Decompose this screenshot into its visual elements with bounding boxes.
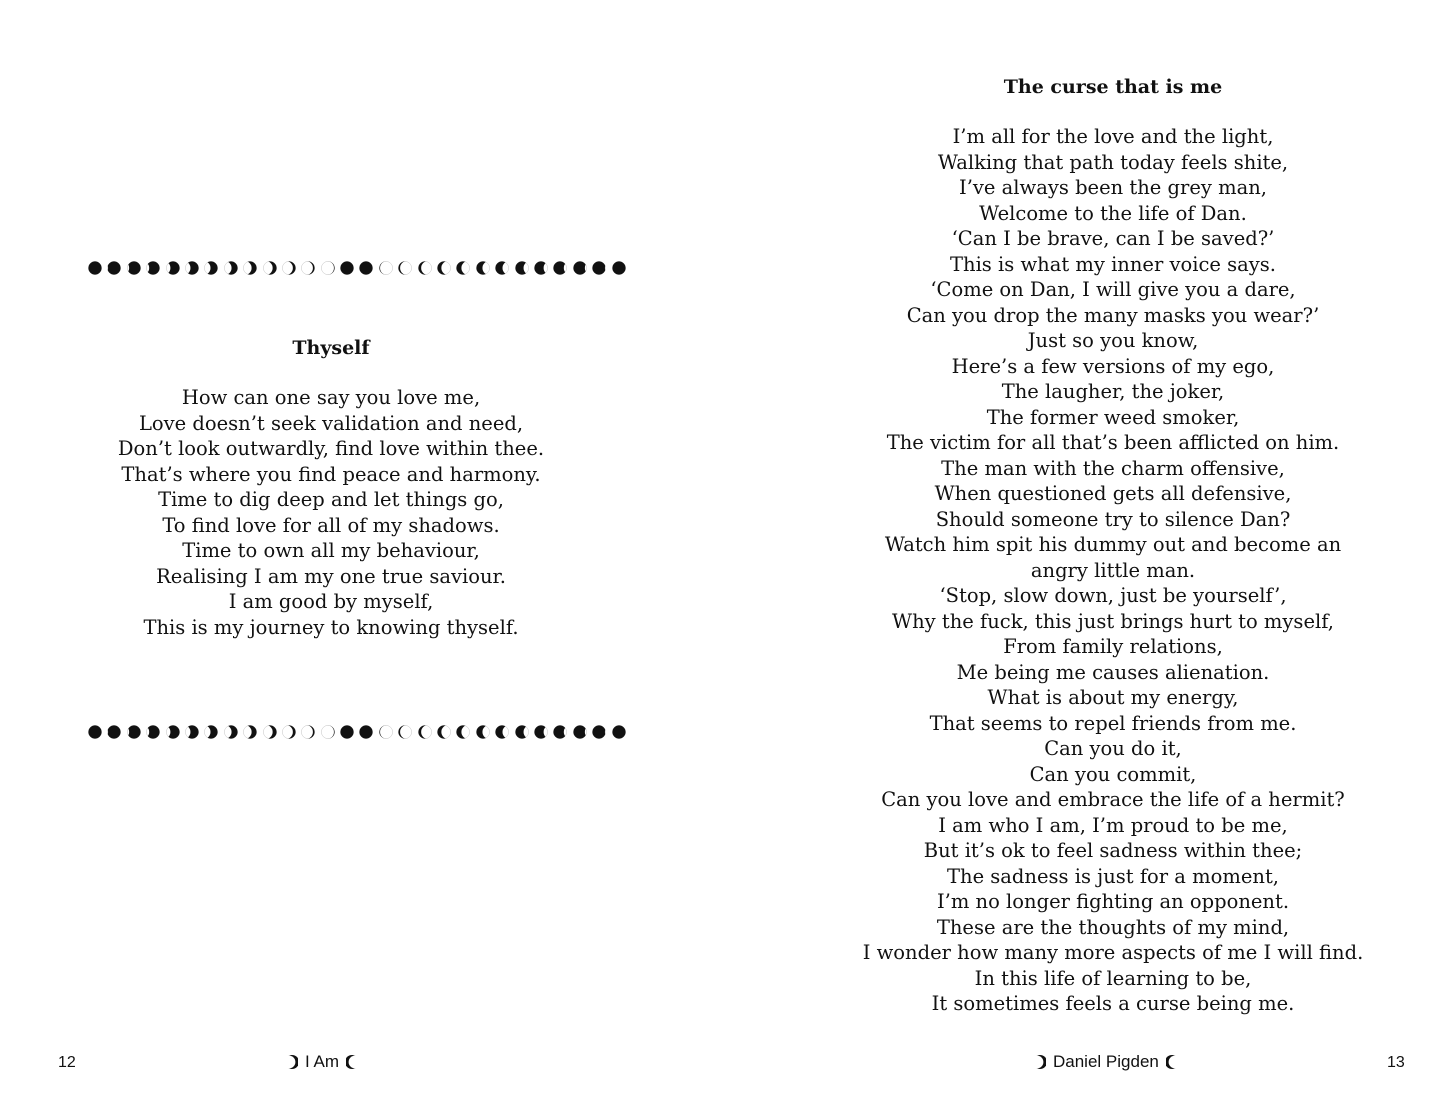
poem-line: Welcome to the life of Dan. [979, 201, 1247, 225]
poem-line: When questioned gets all defensive, [934, 482, 1292, 505]
poem-title-the-curse-that-is-me: The curse that is me [1003, 76, 1223, 98]
poem-line: Realising I am my one true saviour. [156, 564, 506, 588]
moon-phase-icon [146, 261, 160, 275]
moon-phase-icon [185, 725, 199, 739]
poem-line: The laugher, the joker, [1001, 380, 1225, 403]
poem-line: That’s where you find peace and harmony. [121, 462, 541, 486]
moon-phase-icon [515, 725, 529, 739]
crescent-moon-icon [1166, 1054, 1178, 1070]
moon-phase-icon [204, 725, 218, 739]
moon-phase-icon [224, 725, 238, 739]
poem-line: Time to own all my behaviour, [182, 539, 480, 562]
moon-phase-icon [573, 261, 587, 275]
moon-phase-icon [592, 261, 606, 275]
moon-phase-icon [456, 261, 470, 275]
moon-phase-icon [301, 725, 315, 739]
poem-line: The victim for all that’s been afflicted on him. [886, 431, 1340, 454]
poem-line: What is about my energy, [987, 686, 1239, 709]
poem-line: Can you do it, [1044, 737, 1182, 760]
moon-phase-icon [398, 725, 412, 739]
poem-line: It sometimes feels a curse being me. [931, 992, 1295, 1015]
moon-phase-icon [88, 261, 102, 275]
moon-phase-icon [379, 725, 393, 739]
poem-line: I’m all for the love and the light, [952, 125, 1274, 148]
moon-phase-icon [340, 261, 354, 275]
poem-title-thyself: Thyself [292, 337, 370, 359]
moon-phase-icon [282, 725, 296, 739]
author-name: Daniel Pigden [1053, 1052, 1159, 1071]
poem-line: Can you drop the many masks you wear?’ [906, 303, 1320, 327]
poem-line: Love doesn’t seek validation and need, [138, 411, 524, 435]
moon-phase-icon [107, 261, 121, 275]
moon-phase-icon [437, 261, 451, 275]
poem-line: ‘Can I be brave, can I be saved?’ [951, 227, 1275, 250]
moon-phase-icon [553, 261, 567, 275]
poem-line: How can one say you love me, [181, 386, 481, 409]
moon-phase-icon [127, 261, 141, 275]
right-page [722, 0, 1445, 1114]
moon-phase-icon [263, 725, 277, 739]
moon-phase-icon [592, 725, 606, 739]
moon-phase-icon [166, 725, 180, 739]
crescent-moon-icon [286, 1054, 298, 1070]
poem-line: This is my journey to knowing thyself. [143, 615, 519, 639]
moon-phase-icon [127, 725, 141, 739]
moon-phase-icon [515, 261, 529, 275]
running-head-book-title [286, 1051, 358, 1073]
poem-line: Walking that path today feels shite, [937, 150, 1289, 174]
poem-line: angry little man. [1030, 558, 1196, 582]
moon-phase-icon [166, 261, 180, 275]
moon-phase-icon [476, 725, 490, 739]
poem-line: Me being me causes alienation. [956, 660, 1270, 684]
poem-line: The sadness is just for a moment, [947, 864, 1279, 888]
moon-phase-icon [379, 261, 393, 275]
poem-line: The former weed smoker, [986, 405, 1240, 429]
moon-phase-icon [495, 261, 509, 275]
moon-phase-icon [224, 261, 238, 275]
moon-phase-icon [495, 725, 509, 739]
moon-phase-icon [282, 261, 296, 275]
poem-line: Time to dig deep and let things go, [158, 488, 504, 511]
poem-line: These are the thoughts of my mind, [936, 915, 1290, 939]
moon-phase-icon [243, 261, 257, 275]
poem-line: Can you love and embrace the life of a hermit? [881, 788, 1345, 811]
moon-phase-icon [534, 725, 548, 739]
moon-phase-divider-top [88, 258, 578, 278]
crescent-moon-icon [346, 1054, 358, 1070]
moon-phase-divider-bottom [88, 722, 578, 742]
moon-phase-icon [301, 261, 315, 275]
moon-phase-icon [263, 261, 277, 275]
poem-line: But it’s ok to feel sadness within thee; [923, 839, 1303, 862]
poem-line: Can you commit, [1029, 762, 1197, 786]
moon-phase-icon [534, 261, 548, 275]
poem-line: To find love for all of my shadows. [162, 513, 500, 537]
poem-line: I am good by myself, [228, 590, 434, 613]
moon-phase-icon [456, 725, 470, 739]
moon-phase-icon [185, 261, 199, 275]
poem-thyself [0, 385, 662, 640]
poem-line: I’ve always been the grey man, [959, 176, 1267, 199]
poem-line: Should someone try to silence Dan? [935, 507, 1291, 531]
poem-line: I am who I am, I’m proud to be me, [938, 813, 1288, 837]
moon-phase-icon [418, 261, 432, 275]
moon-phase-icon [612, 261, 626, 275]
poem-line: In this life of learning to be, [974, 966, 1252, 990]
moon-phase-icon [359, 725, 373, 739]
moon-phase-icon [573, 725, 587, 739]
poem-line: I wonder how many more aspects of me I will find. [862, 941, 1364, 964]
moon-phase-icon [321, 261, 335, 275]
poem-line: Why the fuck, this just brings hurt to myself, [892, 609, 1334, 633]
poem-line: ‘Stop, slow down, just be yourself’, [939, 584, 1287, 607]
poem-line: Watch him spit his dummy out and become an [884, 533, 1342, 556]
running-head-author [1034, 1051, 1178, 1073]
moon-phase-icon [107, 725, 121, 739]
moon-phase-icon [398, 261, 412, 275]
book-title: I Am [305, 1052, 340, 1071]
poem-line: From family relations, [1003, 635, 1223, 658]
poem-line: Here’s a few versions of my ego, [951, 354, 1275, 378]
moon-phase-icon [553, 725, 567, 739]
poem-line: I’m no longer fighting an opponent. [936, 890, 1290, 913]
moon-phase-icon [204, 261, 218, 275]
moon-phase-icon [476, 261, 490, 275]
moon-phase-icon [243, 725, 257, 739]
page-number: 12 [58, 1054, 76, 1071]
moon-phase-icon [359, 261, 373, 275]
moon-phase-icon [321, 725, 335, 739]
moon-phase-icon [418, 725, 432, 739]
crescent-moon-icon [1034, 1054, 1046, 1070]
left-page [0, 0, 722, 1114]
moon-phase-icon [88, 725, 102, 739]
poem-line: The man with the charm offensive, [941, 456, 1285, 480]
moon-phase-icon [340, 725, 354, 739]
poem-the-curse-that-is-me [722, 124, 1445, 1017]
moon-phase-icon [146, 725, 160, 739]
poem-line: That seems to repel friends from me. [929, 711, 1297, 735]
moon-phase-icon [437, 725, 451, 739]
moon-phase-icon [612, 725, 626, 739]
poem-line: Just so you know, [1027, 329, 1199, 352]
poem-line: ‘Come on Dan, I will give you a dare, [930, 278, 1296, 301]
poem-line: This is what my inner voice says. [950, 252, 1276, 276]
page-number: 13 [1387, 1054, 1405, 1071]
poem-line: Don’t look outwardly, find love within thee. [117, 437, 545, 460]
